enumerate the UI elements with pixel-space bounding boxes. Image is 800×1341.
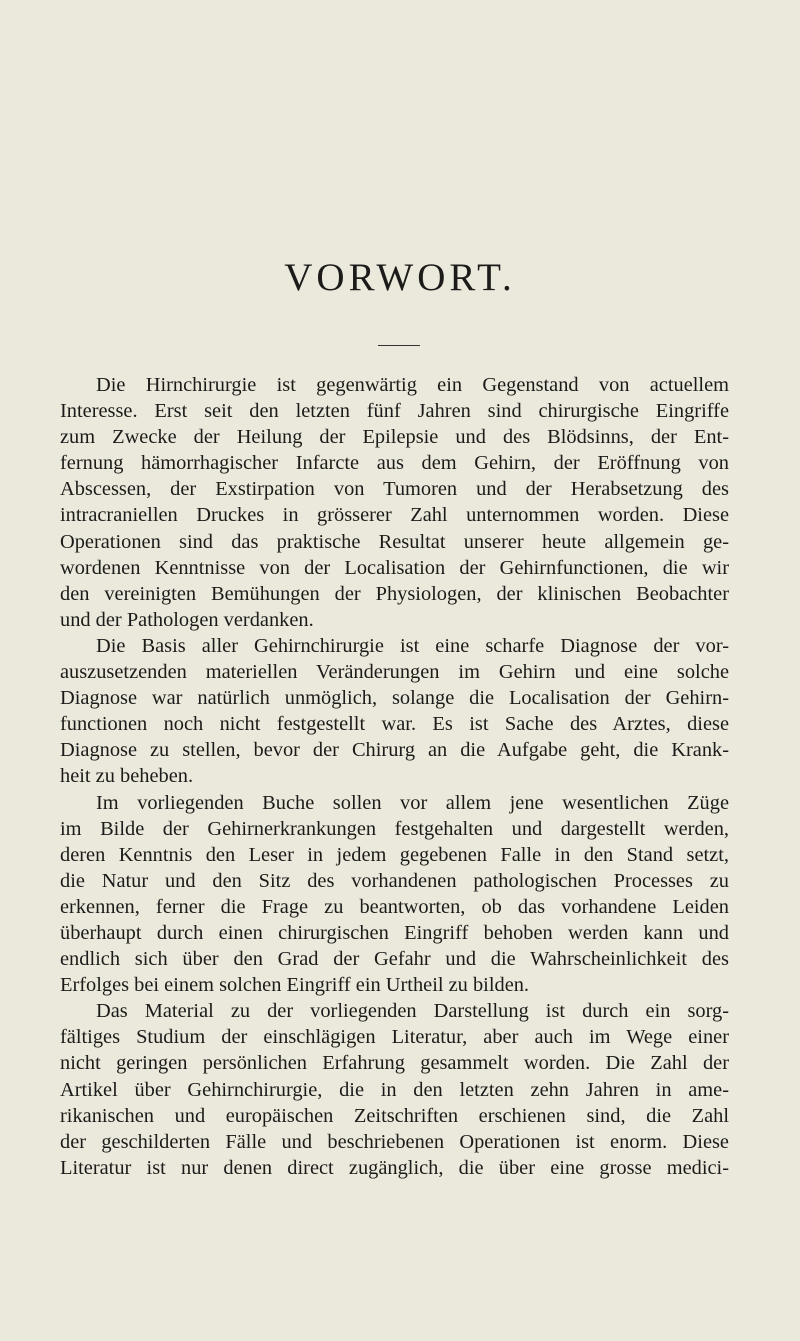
text-line: Das Material zu der vorliegenden Darstellung ist durch ein sorg-	[96, 1000, 729, 1023]
text-line: den vereinigten Bemühungen der Physiologen, der klinischen Beobachter	[60, 582, 729, 605]
text-line: die Natur und den Sitz des vorhandenen pathologischen Processes zu	[60, 869, 729, 892]
body-text	[60, 372, 729, 1181]
text-line: Die Hirnchirurgie ist gegenwärtig ein Gegenstand von actuellem	[96, 374, 729, 396]
text-line: Interesse. Erst seit den letzten fünf Jahren sind chirurgische Eingriffe	[60, 400, 729, 423]
text-line: Abscessen, der Exstirpation von Tumoren und der Herabsetzung des	[60, 478, 729, 501]
text-line: der geschilderten Fälle und beschriebenen Operationen ist enorm. Diese	[60, 1130, 729, 1153]
text-line: zum Zwecke der Heilung der Epilepsie und des Blödsinns, der Ent-	[60, 426, 729, 449]
text-line: intracraniellen Druckes in grösserer Zahl unternommen worden. Diese	[60, 504, 729, 527]
paragraph-1	[60, 372, 729, 633]
paragraph-4	[60, 998, 729, 1181]
text-line: endlich sich über den Grad der Gefahr und die Wahrscheinlichkeit des	[60, 948, 729, 971]
text-line: Die Basis aller Gehirnchirurgie ist eine scharfe Diagnose der vor-	[96, 634, 729, 657]
paragraph-3	[60, 790, 729, 999]
text-line: heit zu beheben.	[60, 765, 194, 788]
text-line: fernung hämorrhagischer Infarcte aus dem Gehirn, der Eröffnung von	[60, 452, 729, 475]
page-title: VORWORT.	[284, 256, 516, 299]
text-line: wordenen Kenntnisse von der Localisation der Gehirnfunctionen, die wir	[60, 556, 729, 579]
text-line: auszusetzenden materiellen Veränderungen im Gehirn und eine solche	[60, 661, 729, 684]
text-line: deren Kenntnis den Leser in jedem gegebenen Falle in den Stand setzt,	[60, 843, 729, 866]
text-line: im Bilde der Gehirnerkrankungen festgehalten und dargestellt werden,	[60, 817, 729, 840]
text-line: Artikel über Gehirnchirurgie, die in den letzten zehn Jahren in ame-	[60, 1078, 729, 1101]
text-line: nicht geringen persönlichen Erfahrung gesammelt worden. Die Zahl der	[60, 1052, 729, 1075]
text-line: überhaupt durch einen chirurgischen Eingriff behoben werden kann und	[60, 921, 729, 944]
text-line: Im vorliegenden Buche sollen vor allem jene wesentlichen Züge	[96, 791, 729, 814]
paragraph-2	[60, 633, 729, 790]
title-divider	[378, 345, 420, 346]
text-line: Operationen sind das praktische Resultat unserer heute allgemein ge-	[60, 530, 729, 553]
text-line: Diagnose zu stellen, bevor der Chirurg an die Aufgabe geht, die Krank-	[60, 739, 729, 762]
text-line: und der Pathologen verdanken.	[60, 608, 314, 631]
text-line: functionen noch nicht festgestellt war. Es ist Sache des Arztes, diese	[60, 713, 729, 736]
text-line: Erfolges bei einem solchen Eingriff ein Urtheil zu bilden.	[60, 974, 530, 997]
text-line: rikanischen und europäischen Zeitschriften erschienen sind, die Zahl	[60, 1104, 729, 1127]
text-line: Literatur ist nur denen direct zugänglich, die über eine grosse medici-	[60, 1156, 729, 1179]
text-line: Diagnose war natürlich unmöglich, solange die Localisation der Gehirn-	[60, 687, 729, 710]
text-line: fältiges Studium der einschlägigen Literatur, aber auch im Wege einer	[60, 1026, 729, 1049]
text-line: erkennen, ferner die Frage zu beantworten, ob das vorhandene Leiden	[60, 895, 729, 918]
